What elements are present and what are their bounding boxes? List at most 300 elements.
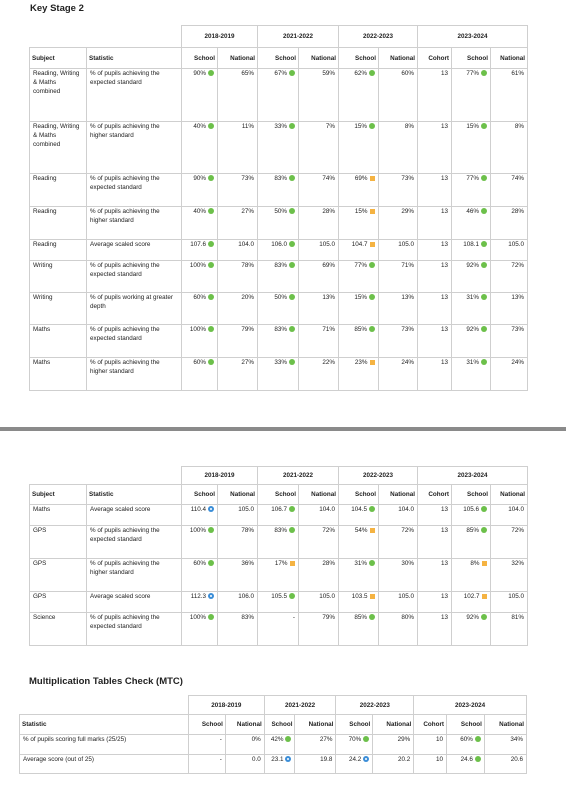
value-text: 112.3 [190, 593, 206, 600]
green-status-dot-icon [369, 262, 375, 268]
value-cell [299, 122, 339, 174]
value-cell [182, 69, 218, 122]
value-cell [414, 735, 447, 755]
statistic-cell: % of pupils scoring full marks (25/25) [20, 735, 189, 755]
value-cell [452, 240, 491, 261]
value-cell [264, 735, 295, 755]
value-cell [452, 325, 491, 358]
value-cell [182, 613, 218, 646]
value-cell [379, 613, 418, 646]
year-header: 2023-2024 [418, 26, 528, 48]
statistic-cell: % of pupils achieving the higher standard [87, 122, 182, 174]
value-cell [182, 240, 218, 261]
value-cell [379, 261, 418, 293]
value-cell [491, 505, 528, 526]
value-text: 13 [440, 241, 448, 248]
value-text: 27% [241, 359, 254, 366]
value-text: - [219, 756, 222, 763]
value-cell [447, 735, 485, 755]
year-header: 2021-2022 [258, 26, 339, 48]
value-cell [339, 122, 379, 174]
value-cell [258, 122, 299, 174]
statistic-header: Statistic [87, 485, 182, 505]
green-status-dot-icon [289, 175, 295, 181]
value-text: 36% [241, 560, 254, 567]
green-status-dot-icon [289, 359, 295, 365]
value-cell [452, 207, 491, 240]
green-status-dot-icon [363, 736, 369, 742]
value-text: 105.0 [398, 593, 414, 600]
value-cell [299, 526, 339, 559]
value-text: 105.6 [463, 506, 479, 513]
value-cell [182, 526, 218, 559]
value-cell [182, 122, 218, 174]
value-cell [339, 261, 379, 293]
value-text: 60% [460, 736, 473, 743]
value-cell [491, 240, 528, 261]
table-row [30, 592, 528, 613]
value-text: 100% [189, 527, 206, 534]
value-cell [182, 505, 218, 526]
value-cell [339, 240, 379, 261]
subject-cell: Science [30, 613, 87, 646]
subject-cell: GPS [30, 526, 87, 559]
green-status-dot-icon [481, 294, 487, 300]
value-cell [491, 358, 528, 391]
value-text: 20.6 [510, 756, 523, 763]
year-header: 2023-2024 [414, 696, 527, 715]
subject-cell: GPS [30, 592, 87, 613]
table-row [30, 240, 528, 261]
statistic-cell: % of pupils working at greater depth [87, 293, 182, 325]
value-text: 69% [322, 262, 335, 269]
statistic-cell: % of pupils achieving the expected standard [87, 325, 182, 358]
value-text: 105.0 [319, 593, 335, 600]
value-text: 31% [466, 359, 479, 366]
value-cell [218, 69, 258, 122]
value-text: 104.0 [508, 506, 525, 513]
value-text: 29% [397, 736, 411, 743]
value-cell [339, 358, 379, 391]
value-text: 62% [354, 70, 367, 77]
value-text: 65% [241, 70, 254, 77]
green-status-dot-icon [369, 506, 375, 512]
green-status-dot-icon [481, 208, 487, 214]
value-text: 74% [322, 175, 335, 182]
national-header: National [225, 715, 264, 735]
value-cell [258, 505, 299, 526]
green-status-dot-icon [208, 560, 214, 566]
value-text: 100% [189, 614, 206, 621]
green-status-dot-icon [285, 736, 291, 742]
value-cell [379, 505, 418, 526]
value-text: 13 [440, 614, 448, 621]
value-cell [491, 526, 528, 559]
value-cell [339, 69, 379, 122]
value-text: 15% [354, 208, 368, 215]
year-header: 2022-2023 [339, 26, 418, 48]
school-header: School [339, 48, 379, 69]
value-cell [418, 207, 452, 240]
value-text: 50% [274, 208, 287, 215]
statistic-cell: Average scaled score [87, 240, 182, 261]
school-header: School [336, 715, 373, 735]
value-text: 104.5 [351, 506, 367, 513]
value-text: 100% [189, 326, 206, 333]
value-text: 24.2 [349, 756, 362, 763]
national-header: National [379, 485, 418, 505]
school-header: School [182, 485, 218, 505]
value-text: 104.0 [238, 241, 254, 248]
value-cell [188, 755, 225, 774]
value-cell [414, 755, 447, 774]
value-cell [491, 207, 528, 240]
value-text: 83% [274, 326, 287, 333]
value-text: 54% [354, 527, 368, 534]
value-cell [379, 240, 418, 261]
value-text: 15% [354, 294, 367, 301]
value-cell [379, 559, 418, 592]
value-cell [339, 293, 379, 325]
value-cell [182, 325, 218, 358]
school-header: School [188, 715, 225, 735]
statistic-cell: % of pupils achieving the expected standard [87, 613, 182, 646]
year-header: 2023-2024 [418, 467, 528, 485]
value-text: 104.0 [398, 506, 414, 513]
value-cell [418, 613, 452, 646]
value-text: 20.2 [397, 756, 411, 763]
value-cell [299, 358, 339, 391]
value-text: 28% [322, 560, 335, 567]
value-text: 60% [193, 359, 206, 366]
value-text: 59% [322, 70, 335, 77]
statistic-cell: % of pupils achieving the expected standard [87, 69, 182, 122]
value-text: 10 [435, 736, 443, 743]
subject-cell: Reading [30, 240, 87, 261]
value-text: 85% [354, 326, 367, 333]
blue-status-dot-icon [208, 506, 214, 512]
value-text: 73% [401, 175, 414, 182]
value-text: 13 [440, 262, 448, 269]
table-row [30, 261, 528, 293]
value-text: 105.5 [271, 593, 287, 600]
value-text: 42% [270, 736, 284, 743]
year-header: 2021-2022 [258, 467, 339, 485]
value-text: 103.5 [351, 593, 368, 600]
year-header: 2021-2022 [264, 696, 336, 715]
value-cell [258, 325, 299, 358]
value-cell [258, 240, 299, 261]
value-cell [218, 559, 258, 592]
table-row [30, 358, 528, 391]
year-header: 2022-2023 [339, 467, 418, 485]
value-text: 10 [435, 756, 443, 763]
amber-status-square-icon [370, 176, 376, 182]
value-cell [299, 240, 339, 261]
value-text: 72% [511, 262, 525, 269]
value-text: 104.7 [351, 241, 368, 248]
blue-status-dot-icon [363, 756, 369, 762]
green-status-dot-icon [481, 614, 487, 620]
value-cell [339, 505, 379, 526]
blue-status-dot-icon [208, 593, 214, 599]
value-cell [418, 592, 452, 613]
value-text: 85% [466, 527, 479, 534]
value-text: 92% [466, 326, 479, 333]
statistic-cell: Average score (out of 25) [20, 755, 189, 774]
table-row [30, 174, 528, 207]
value-cell [299, 69, 339, 122]
value-cell [339, 526, 379, 559]
amber-status-square-icon [482, 561, 488, 567]
value-text: 23.1 [271, 756, 284, 763]
value-text: 13% [322, 294, 335, 301]
value-text: 50% [274, 294, 287, 301]
value-text: 72% [401, 527, 414, 534]
value-text: 106.0 [271, 241, 287, 248]
value-cell [491, 559, 528, 592]
green-status-dot-icon [208, 175, 214, 181]
national-header: National [491, 485, 528, 505]
value-text: 105.0 [508, 593, 525, 600]
value-cell [258, 293, 299, 325]
value-cell [218, 122, 258, 174]
value-cell [418, 358, 452, 391]
value-cell [418, 122, 452, 174]
value-cell [258, 207, 299, 240]
value-cell [218, 613, 258, 646]
value-cell [336, 755, 373, 774]
value-text: 24% [401, 359, 414, 366]
value-text: 73% [241, 175, 254, 182]
mtc-results-table [19, 695, 527, 774]
value-cell [339, 559, 379, 592]
value-text: 33% [274, 359, 287, 366]
national-header: National [295, 715, 336, 735]
value-text: 78% [241, 527, 254, 534]
amber-status-square-icon [482, 594, 488, 600]
value-text: 90% [193, 175, 206, 182]
value-text: 27% [241, 208, 254, 215]
value-text: 13 [440, 326, 448, 333]
value-cell [452, 174, 491, 207]
value-text: 77% [466, 175, 479, 182]
subject-cell: Reading [30, 207, 87, 240]
value-text: 11% [241, 123, 254, 130]
subject-cell: Maths [30, 358, 87, 391]
value-cell [258, 174, 299, 207]
value-text: 31% [354, 560, 367, 567]
value-text: 32% [511, 560, 525, 567]
value-cell [491, 174, 528, 207]
value-text: 27% [319, 736, 333, 743]
value-text: 92% [466, 614, 479, 621]
ks2-results-table-continued [29, 466, 528, 646]
table-row [30, 122, 528, 174]
statistic-cell: % of pupils achieving the higher standard [87, 207, 182, 240]
table-row [30, 505, 528, 526]
subject-cell: Reading [30, 174, 87, 207]
value-text: 22% [322, 359, 335, 366]
school-header: School [452, 485, 491, 505]
value-cell [379, 325, 418, 358]
school-header: School [452, 48, 491, 69]
value-cell [379, 358, 418, 391]
value-cell [258, 613, 299, 646]
value-text: 13 [440, 175, 448, 182]
green-status-dot-icon [289, 123, 295, 129]
green-status-dot-icon [481, 527, 487, 533]
value-text: 60% [193, 560, 206, 567]
value-cell [452, 261, 491, 293]
value-text: 8% [470, 560, 480, 567]
green-status-dot-icon [208, 294, 214, 300]
value-cell [218, 261, 258, 293]
value-cell [452, 69, 491, 122]
value-text: 105.0 [238, 506, 254, 513]
value-cell [491, 122, 528, 174]
value-cell [491, 293, 528, 325]
value-text: 72% [322, 527, 335, 534]
green-status-dot-icon [289, 527, 295, 533]
national-header: National [299, 48, 339, 69]
value-cell [258, 559, 299, 592]
school-header: School [339, 485, 379, 505]
year-header: 2018-2019 [188, 696, 264, 715]
value-text: 13 [440, 70, 448, 77]
value-cell [491, 613, 528, 646]
value-text: 0.0 [251, 756, 261, 763]
value-text: 17% [274, 560, 288, 567]
value-text: - [219, 736, 222, 743]
green-status-dot-icon [208, 208, 214, 214]
value-cell [339, 613, 379, 646]
value-text: 78% [241, 262, 254, 269]
value-text: 15% [354, 123, 367, 130]
school-header: School [182, 48, 218, 69]
value-cell [373, 755, 414, 774]
year-header: 2018-2019 [182, 467, 258, 485]
value-cell [339, 325, 379, 358]
value-cell [452, 613, 491, 646]
value-text: 13 [440, 359, 448, 366]
table-row [30, 613, 528, 646]
table-row [30, 207, 528, 240]
value-cell [218, 174, 258, 207]
national-header: National [218, 48, 258, 69]
value-text: 46% [466, 208, 479, 215]
value-text: 92% [466, 262, 479, 269]
amber-status-square-icon [290, 561, 296, 567]
ks2-results-table [29, 25, 528, 391]
value-cell [418, 261, 452, 293]
value-cell [218, 293, 258, 325]
value-text: 61% [511, 70, 525, 77]
amber-status-square-icon [370, 528, 376, 534]
green-status-dot-icon [289, 506, 295, 512]
school-header: School [264, 715, 295, 735]
value-cell [447, 755, 485, 774]
national-header: National [491, 48, 528, 69]
value-cell [379, 526, 418, 559]
value-cell [379, 122, 418, 174]
value-text: 60% [193, 294, 206, 301]
value-text: 7% [325, 123, 335, 130]
section-divider [0, 427, 566, 431]
value-cell [182, 358, 218, 391]
green-status-dot-icon [289, 593, 295, 599]
value-cell [218, 358, 258, 391]
value-cell [299, 261, 339, 293]
value-text: 20% [241, 294, 254, 301]
green-status-dot-icon [208, 326, 214, 332]
value-text: 105.0 [319, 241, 335, 248]
value-text: 40% [193, 123, 206, 130]
green-status-dot-icon [208, 241, 214, 247]
value-text: 83% [274, 175, 287, 182]
value-text: 80% [401, 614, 414, 621]
value-cell [418, 293, 452, 325]
value-cell [295, 755, 336, 774]
value-text: 28% [322, 208, 335, 215]
green-status-dot-icon [369, 326, 375, 332]
value-cell [484, 735, 526, 755]
subject-header: Subject [30, 485, 87, 505]
value-text: 28% [511, 208, 525, 215]
school-header: School [447, 715, 485, 735]
table-row [30, 325, 528, 358]
table-row [30, 293, 528, 325]
green-status-dot-icon [208, 70, 214, 76]
amber-status-square-icon [370, 242, 376, 248]
value-cell [491, 592, 528, 613]
value-text: 79% [322, 614, 335, 621]
value-cell [258, 592, 299, 613]
value-cell [418, 526, 452, 559]
value-cell [491, 261, 528, 293]
school-header: School [258, 485, 299, 505]
value-cell [379, 69, 418, 122]
statistic-cell: % of pupils achieving the expected standard [87, 261, 182, 293]
value-cell [218, 325, 258, 358]
green-status-dot-icon [369, 294, 375, 300]
value-text: 73% [401, 326, 414, 333]
green-status-dot-icon [289, 208, 295, 214]
national-header: National [218, 485, 258, 505]
value-text: 13 [440, 593, 448, 600]
value-cell [484, 755, 526, 774]
value-text: 83% [241, 614, 254, 621]
value-text: 8% [404, 123, 414, 130]
value-cell [339, 592, 379, 613]
value-text: 106.0 [238, 593, 254, 600]
value-text: 13% [401, 294, 414, 301]
value-cell [258, 358, 299, 391]
table-row [20, 735, 527, 755]
value-text: 85% [354, 614, 367, 621]
value-cell [182, 592, 218, 613]
value-cell [452, 526, 491, 559]
green-status-dot-icon [208, 123, 214, 129]
value-text: 71% [322, 326, 335, 333]
value-text: 104.0 [319, 506, 335, 513]
value-cell [218, 526, 258, 559]
value-cell [491, 69, 528, 122]
amber-status-square-icon [370, 209, 376, 215]
value-cell [336, 735, 373, 755]
statistic-cell: % of pupils achieving the expected standard [87, 174, 182, 207]
statistic-cell: % of pupils achieving the expected standard [87, 526, 182, 559]
